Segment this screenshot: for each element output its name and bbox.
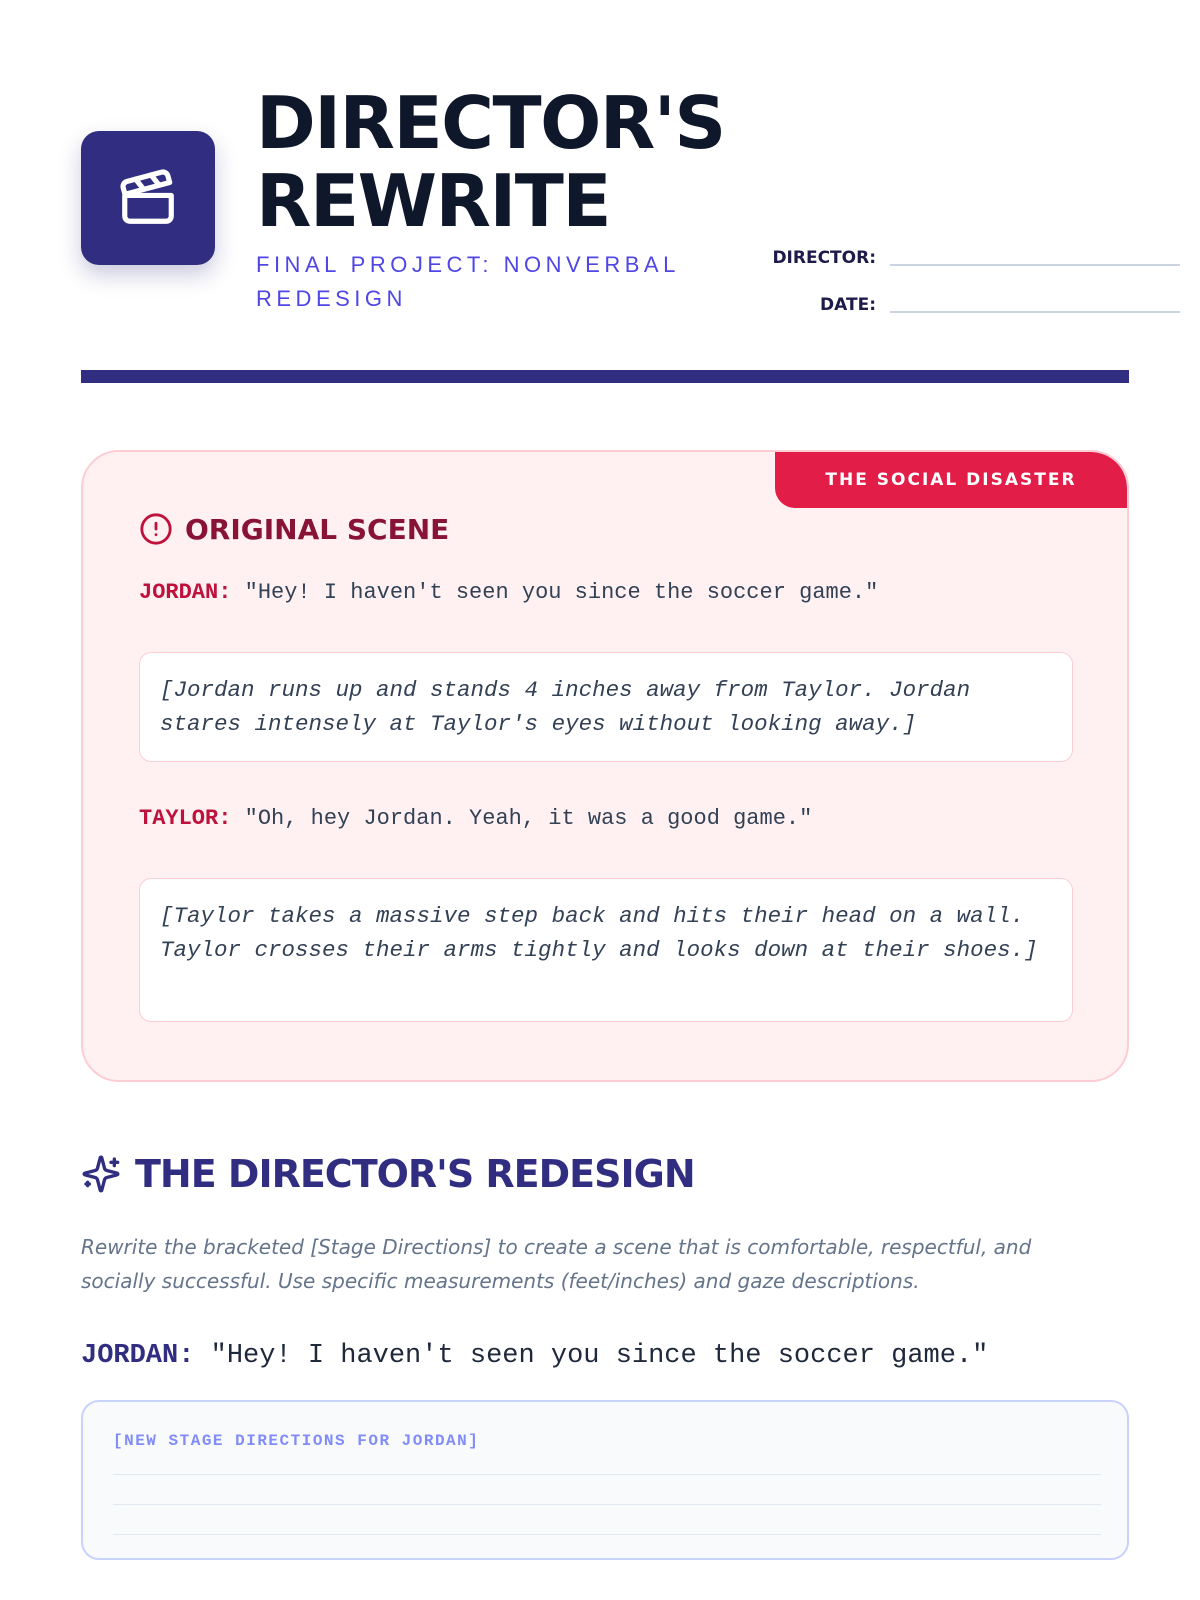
title-line-1: DIRECTOR'S [256, 81, 725, 165]
speaker-jordan: JORDAN: [139, 580, 232, 605]
original-scene-title: ORIGINAL SCENE [185, 512, 450, 546]
redesign-heading [81, 1152, 695, 1196]
dialogue-text: "Hey! I haven't seen you since the soccer game." [210, 1341, 989, 1371]
speaker-taylor: TAYLOR: [139, 806, 232, 831]
page-title [256, 81, 816, 243]
dialogue-line-jordan [139, 580, 878, 605]
stage-direction-jordan: [Jordan runs up and stands 4 inches away from Taylor. Jordan stares intensely at Taylor's eyes without looking away.] [139, 652, 1073, 762]
jordan-stage-directions-input[interactable] [81, 1400, 1129, 1560]
writing-line [113, 1504, 1101, 1505]
director-label: DIRECTOR: [772, 248, 876, 268]
clapperboard-icon [117, 167, 179, 229]
header-divider [81, 370, 1129, 383]
date-row [740, 285, 1180, 315]
redesign-title: THE DIRECTOR'S REDESIGN [135, 1152, 695, 1196]
dialogue-line-taylor [139, 806, 812, 831]
director-field[interactable] [890, 264, 1180, 266]
redesign-dialogue-jordan [81, 1341, 988, 1371]
date-field[interactable] [890, 311, 1180, 313]
original-scene-heading [139, 512, 449, 546]
date-label: DATE: [820, 295, 876, 315]
writing-line [113, 1474, 1101, 1475]
dialogue-text: "Hey! I haven't seen you since the soccer game." [244, 580, 879, 605]
original-scene-card [81, 450, 1129, 1082]
page-subtitle: FINAL PROJECT: NONVERBAL REDESIGN [256, 252, 679, 311]
social-disaster-badge: THE SOCIAL DISASTER [775, 452, 1127, 508]
sparkles-icon [81, 1154, 121, 1194]
speaker-jordan: JORDAN: [81, 1341, 195, 1371]
stage-direction-taylor: [Taylor takes a massive step back and hits their head on a wall. Taylor crosses their arms tightly and looks down at their shoes.] [139, 878, 1073, 1022]
alert-circle-icon [139, 512, 173, 546]
dialogue-text: "Oh, hey Jordan. Yeah, it was a good game." [244, 806, 813, 831]
jordan-input-label: [NEW STAGE DIRECTIONS FOR JORDAN] [113, 1432, 480, 1450]
redesign-instructions: Rewrite the bracketed [Stage Directions] to create a scene that is comfortable, respectful, and socially successful. Use specific measurements (feet/inches) and gaze descriptions. [81, 1235, 1032, 1293]
director-row [740, 238, 1180, 268]
clapperboard-logo [81, 131, 215, 265]
title-line-2: REWRITE [256, 159, 611, 243]
writing-line [113, 1534, 1101, 1535]
